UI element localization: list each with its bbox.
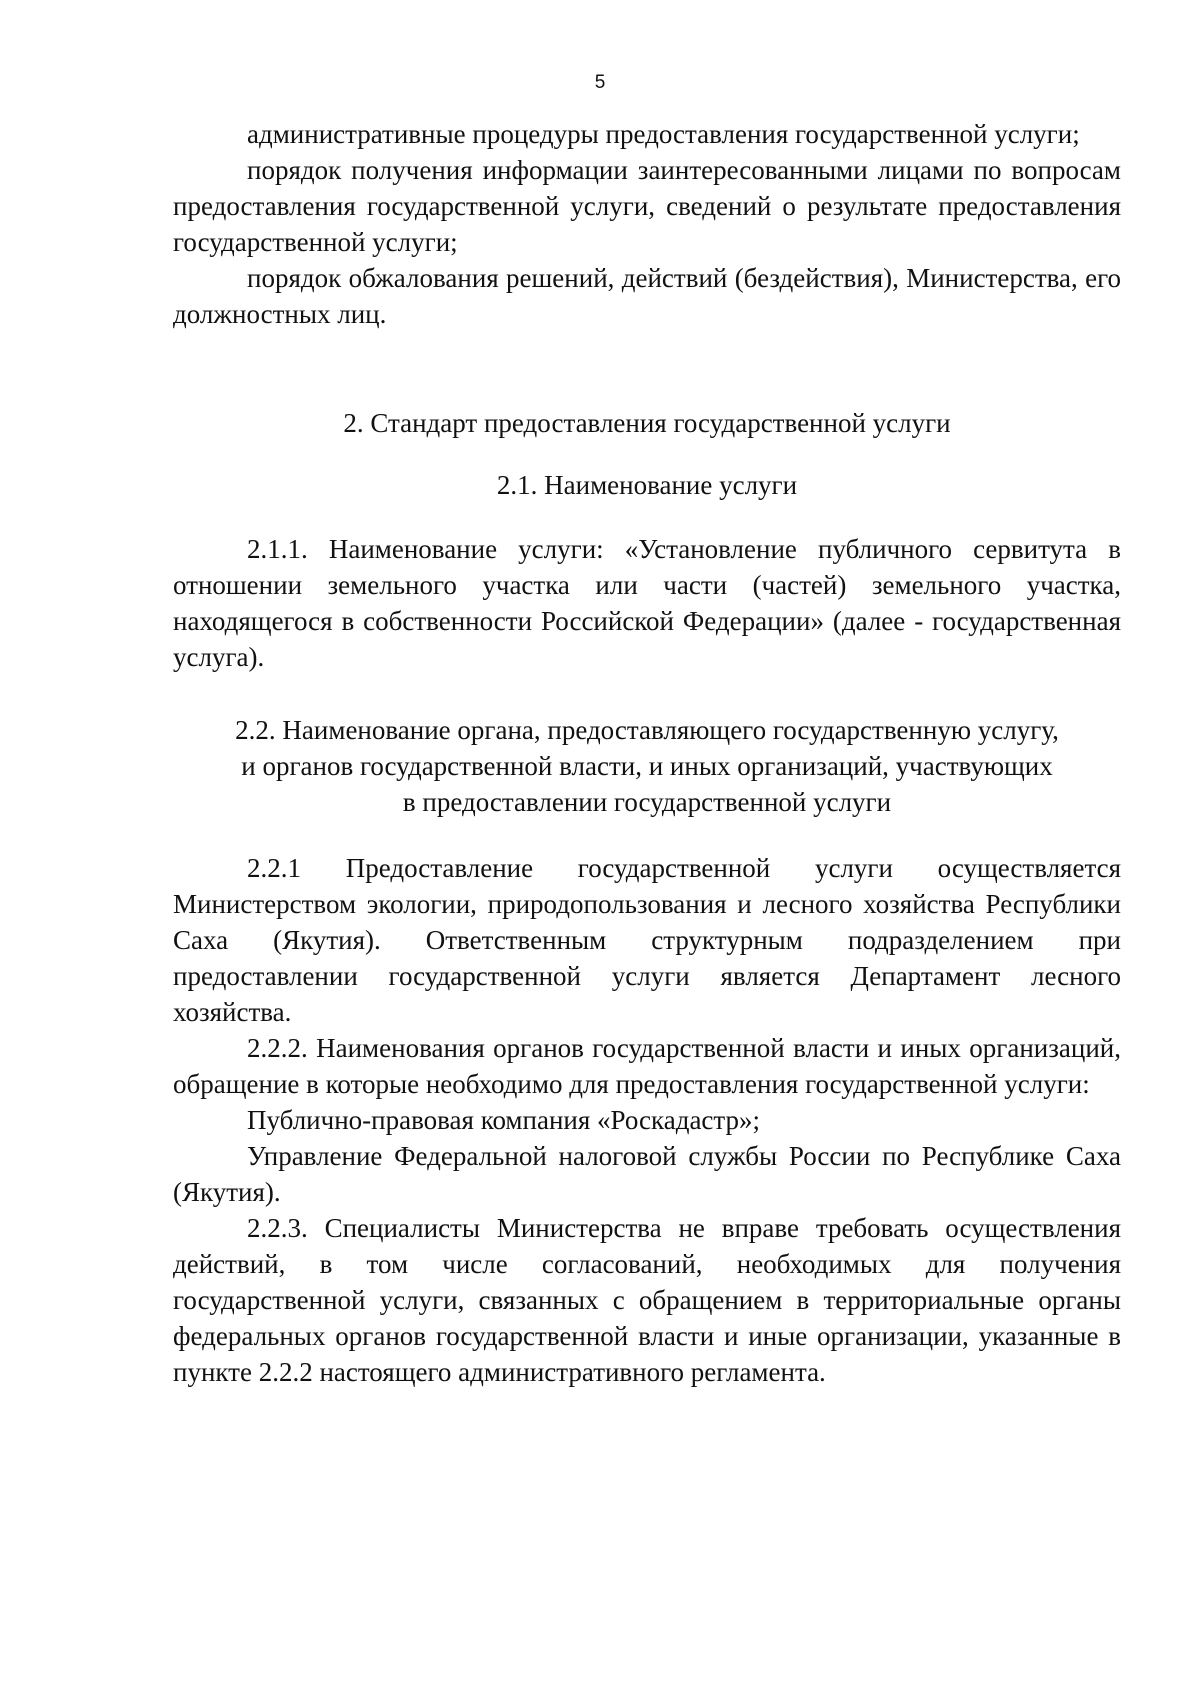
- section-2-2-1-paragraph: 2.2.1 Предоставление государственной услуги осуществляется Министерством экологии, природопользования и лесного хозяйства Республики Саха (Якутия). Ответственным структурным подразделением при предоставлении государственной услуги является Департамент лесного хозяйства.: [173, 853, 1121, 1027]
- page-number: 5: [594, 72, 606, 93]
- section-2-2-3-paragraph: 2.2.3. Специалисты Министерства не вправе требовать осуществления действий, в том числе согласований, необходимых для получения государственной услуги, связанных с обращением в территориальные органы федеральных органов государственной власти и иные организации, указанные в пункте 2.2.2 настоящего административного регламента.: [173, 1213, 1121, 1387]
- roskadastr-paragraph: Публично-правовая компания «Роскадастр»;: [247, 1105, 761, 1135]
- intro-paragraph-2: порядок получения информации заинтересованными лицами по вопросам предоставления государственной услуги, сведений о результате предоставления государственной услуги;: [173, 155, 1121, 257]
- section-2-1-1-paragraph: 2.1.1. Наименование услуги: «Установление публичного сервитута в отношении земельного участка или части (частей) земельного участка, находящегося в собственности Российской Федерации» (далее - государственная услуга).: [173, 534, 1121, 672]
- section-2-2-heading-line-1: 2.2. Наименование органа, предоставляющего государственную услугу,: [235, 715, 1059, 745]
- section-2-1-heading: 2.1. Наименование услуги: [496, 470, 798, 500]
- section-2-2-2-paragraph: 2.2.2. Наименования органов государственной власти и иных организаций, обращение в которые необходимо для предоставления государственной услуги:: [173, 1033, 1121, 1099]
- section-2-2-heading-line-2: и органов государственной власти, и иных организаций, участвующих: [241, 751, 1053, 781]
- section-2-2-heading: [173, 712, 1121, 820]
- section-2-2-block: [173, 850, 1121, 1390]
- section-2-2-heading-line-3: в предоставлении государственной услуги: [402, 787, 892, 817]
- section-2-heading: 2. Стандарт предоставления государственной услуги: [343, 408, 951, 438]
- section-2-1-block: [173, 531, 1121, 675]
- intro-block: [173, 116, 1121, 332]
- fns-paragraph: Управление Федеральной налоговой службы России по Республике Саха (Якутия).: [173, 1141, 1121, 1207]
- intro-paragraph-3: порядок обжалования решений, действий (бездействия), Министерства, его должностных лиц.: [173, 263, 1121, 329]
- intro-paragraph-1: административные процедуры предоставления государственной услуги;: [247, 119, 1080, 149]
